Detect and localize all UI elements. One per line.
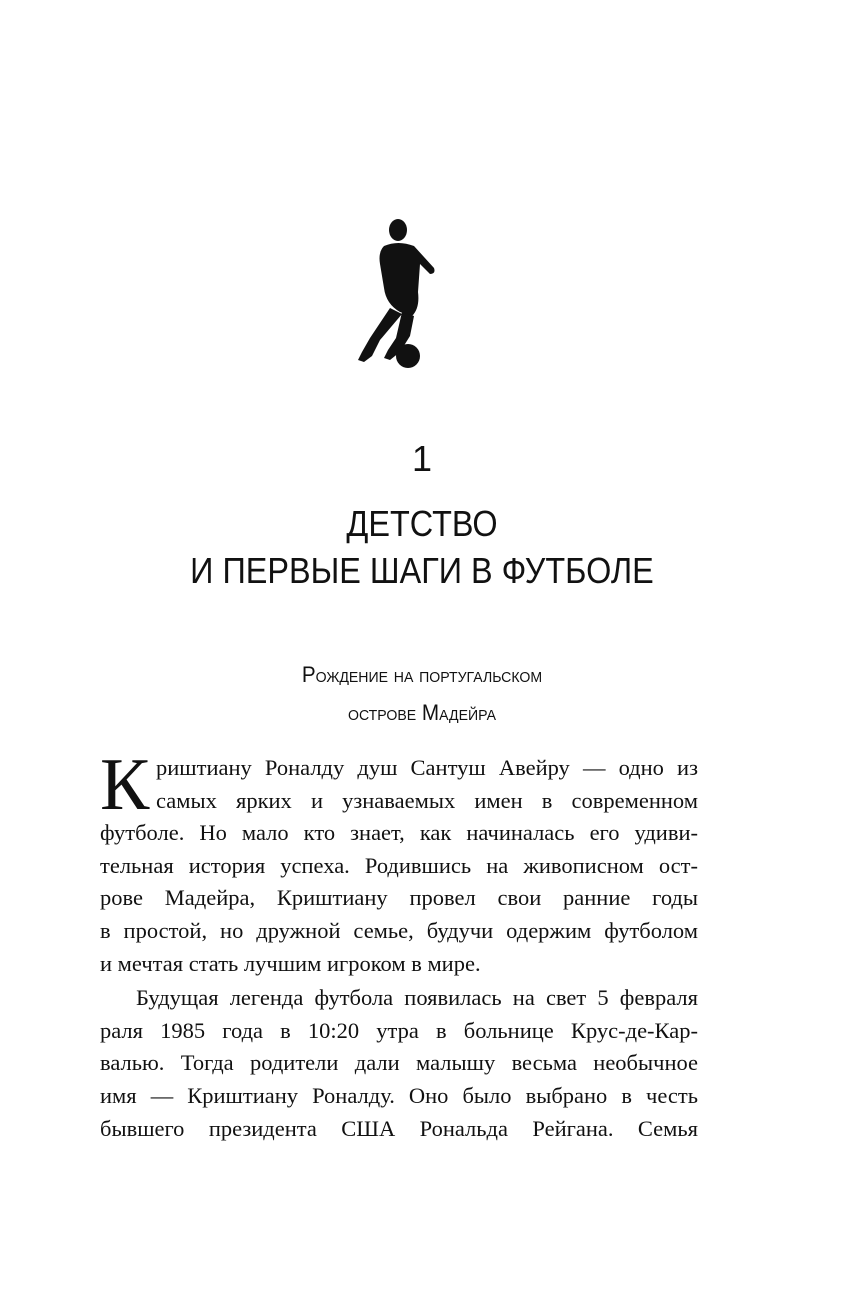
footballer-silhouette-icon bbox=[350, 212, 446, 372]
body-text bbox=[100, 744, 698, 1145]
text-line: тельная история успеха. Родившись на живописном ост- bbox=[100, 852, 698, 878]
text-line: Будущая легенда футбола появилась на свет 5 февраля bbox=[136, 985, 698, 1011]
section-title bbox=[25, 656, 818, 732]
text-line: самых ярких и узнаваемых имен в современном bbox=[156, 787, 698, 813]
text-line: и мечтая стать лучшим игроком в мире. bbox=[100, 950, 481, 976]
text-line: раля 1985 года в 10:20 утра в больнице Крус-де-Кар- bbox=[100, 1017, 698, 1043]
section-title-line: острове Мадейра bbox=[348, 700, 496, 725]
chapter-title-line: ДЕТСТВО bbox=[346, 503, 498, 544]
text-line: риштиану Роналду душ Сантуш Авейру — одно из bbox=[156, 755, 698, 780]
text-line: имя — Криштиану Роналду. Оно было выбрано в честь bbox=[100, 1082, 698, 1108]
paragraph bbox=[100, 982, 698, 1145]
text-line: в простой, но дружной семье, будучи одержим футболом bbox=[100, 917, 698, 943]
text-line: рове Мадейра, Криштиану провел свои ранние годы bbox=[100, 885, 698, 911]
text-line: футболе. Но мало кто знает, как начиналась его удиви- bbox=[100, 820, 698, 846]
chapter-title-line: И ПЕРВЫЕ ШАГИ В ФУТБОЛЕ bbox=[190, 550, 654, 591]
chapter-number: 1 bbox=[411, 438, 433, 479]
section-title-line: Рождение на португальском bbox=[301, 662, 543, 687]
text-line: валью. Тогда родители дали малышу весьма необычное bbox=[100, 1050, 698, 1076]
text-line: бывшего президента США Рональда Рейгана. Семья bbox=[100, 1115, 698, 1141]
chapter-title bbox=[42, 500, 802, 594]
drop-cap: К bbox=[100, 744, 150, 826]
paragraph bbox=[100, 744, 698, 980]
